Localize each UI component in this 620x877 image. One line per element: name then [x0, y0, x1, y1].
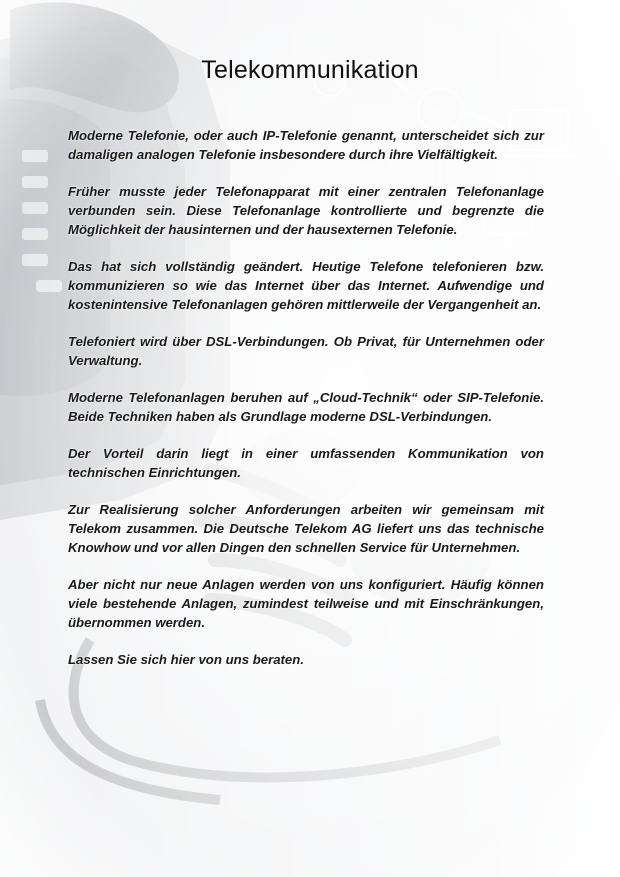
page-title: Telekommunikation [201, 56, 419, 84]
paragraph-existing-systems: Aber nicht nur neue Anlagen werden von uns konfiguriert. Häufig können viele bestehende Anlagen, zumindest teilweise und mit Einschränkungen, übernommen werden. [68, 577, 544, 630]
document-body [68, 126, 544, 687]
paragraph-dsl-connections: Telefoniert wird über DSL-Verbindungen. Ob Privat, für Unternehmen oder Verwaltung. [68, 334, 544, 368]
paragraph-past-telephone-system: Früher musste jeder Telefonapparat mit einer zentralen Telefonanlage verbunden sein. Diese Telefonanlage kontrollierte und begrenzte die Möglichkeit der hausinternen und der hausexternen Telefonie. [68, 184, 544, 237]
paragraph-consultation: Lassen Sie sich hier von uns beraten. [68, 652, 304, 667]
paragraph-ip-telephony: Moderne Telefonie, oder auch IP-Telefonie genannt, unterscheidet sich zur damaligen analogen Telefonie insbesondere durch ihre Vielfältigkeit. [68, 128, 544, 162]
paragraph-telekom-partnership: Zur Realisierung solcher Anforderungen arbeiten wir gemeinsam mit Telekom zusammen. Die Deutsche Telekom AG liefert uns das technische Knowhow und vor allen Dingen den schnellen Service für Unternehmen. [68, 502, 544, 555]
paragraph-cloud-sip: Moderne Telefonanlagen beruhen auf „Cloud-Technik“ oder SIP-Telefonie. Beide Techniken haben als Grundlage moderne DSL-Verbindungen. [68, 390, 544, 424]
paragraph-internet-telephony: Das hat sich vollständig geändert. Heutige Telefone telefonieren bzw. kommunizieren so wie das Internet über das Internet. Aufwendige und kostenintensive Telefonanlagen gehören mittlerweile der Vergangenheit an. [68, 259, 544, 312]
paragraph-advantage: Der Vorteil darin liegt in einer umfassenden Kommunikation von technischen Einrichtungen. [68, 446, 544, 480]
